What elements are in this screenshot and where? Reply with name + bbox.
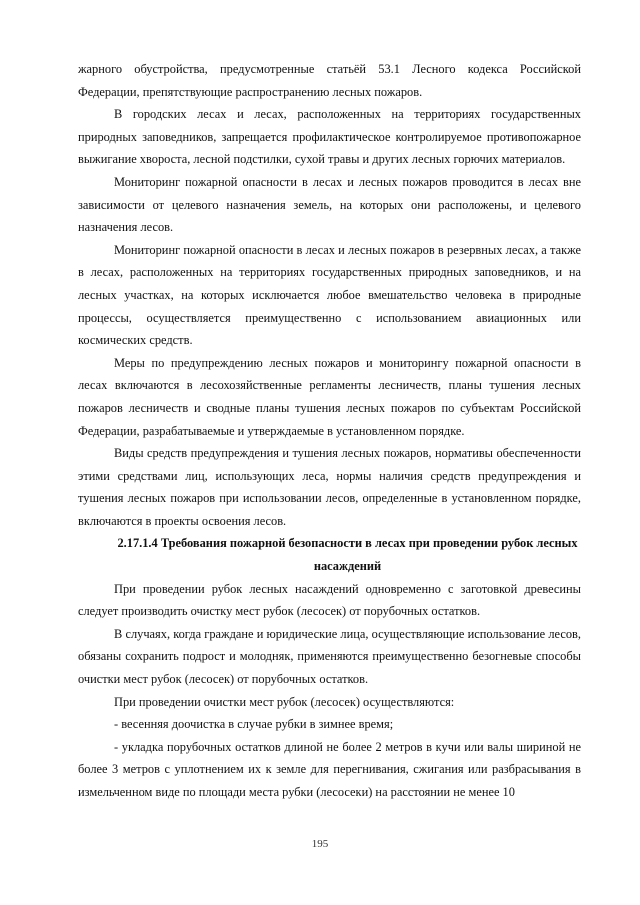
page-number: 195	[311, 838, 329, 850]
document-page	[78, 58, 581, 804]
list-item: - весенняя доочистка в случае рубки в зимнее время;	[114, 717, 394, 732]
section-heading: 2.17.1.4 Требования пожарной безопасности в лесах при проведении рубок лесных насаждений	[117, 536, 578, 574]
paragraph: В городских лесах и лесах, расположенных на территориях государственных природных заповедников, запрещается профилактическое контролируемое противопожарное выжигание хвороста, лесной подстилки, сухой травы и других лесных горючих материалов.	[78, 107, 581, 167]
paragraph: жарного обустройства, предусмотренные статьёй 53.1 Лесного кодекса Российской Федерации, препятствующие распространению лесных пожаров.	[78, 62, 581, 99]
paragraph: В случаях, когда граждане и юридические лица, осуществляющие использование лесов, обязаны сохранить подрост и молодняк, применяются преимущественно безогневые способы очистки мест рубок (лесосек) от порубочных остатков.	[78, 626, 581, 687]
paragraph: Мониторинг пожарной опасности в лесах и лесных пожаров в резервных лесах, а также в лесах, расположенных на территориях государственных природных заповедников, и на лесных участках, на которых исключается любое вмешательство человека в природные процессы, осуществляется преимущественно с использованием авиационных или космических средств.	[78, 242, 581, 348]
list-item: - укладка порубочных остатков длиной не более 2 метров в кучи или валы шириной не более 3 метров с уплотнением их к земле для перегнивания, сжигания или разбрасывания в измельченном виде по площади места рубки (лесосеки) на расстоянии не менее 10	[78, 739, 581, 799]
paragraph: При проведении очистки мест рубок (лесосек) осуществляются:	[114, 694, 455, 709]
paragraph: При проведении рубок лесных насаждений одновременно с заготовкой древесины следует производить очистку мест рубок (лесосек) от порубочных остатков.	[78, 581, 581, 619]
paragraph: Виды средств предупреждения и тушения лесных пожаров, нормативы обеспеченности этими средствами лиц, использующих леса, нормы наличия средств предупреждения и тушения лесных пожаров при использовании лесов, определенные в установленном порядке, включаются в проекты освоения лесов.	[78, 446, 581, 528]
paragraph: Меры по предупреждению лесных пожаров и мониторингу пожарной опасности в лесах включаются в лесохозяйственные регламенты лесничеств, планы тушения лесных пожаров лесничеств и сводные планы тушения лесных пожаров по субъектам Российской Федерации, разрабатываемые и утверждаемые в установленном порядке.	[78, 355, 581, 438]
paragraph: Мониторинг пожарной опасности в лесах и лесных пожаров проводится в лесах вне зависимости от целевого назначения земель, на которых они расположены, и целевого назначения лесов.	[78, 174, 581, 235]
